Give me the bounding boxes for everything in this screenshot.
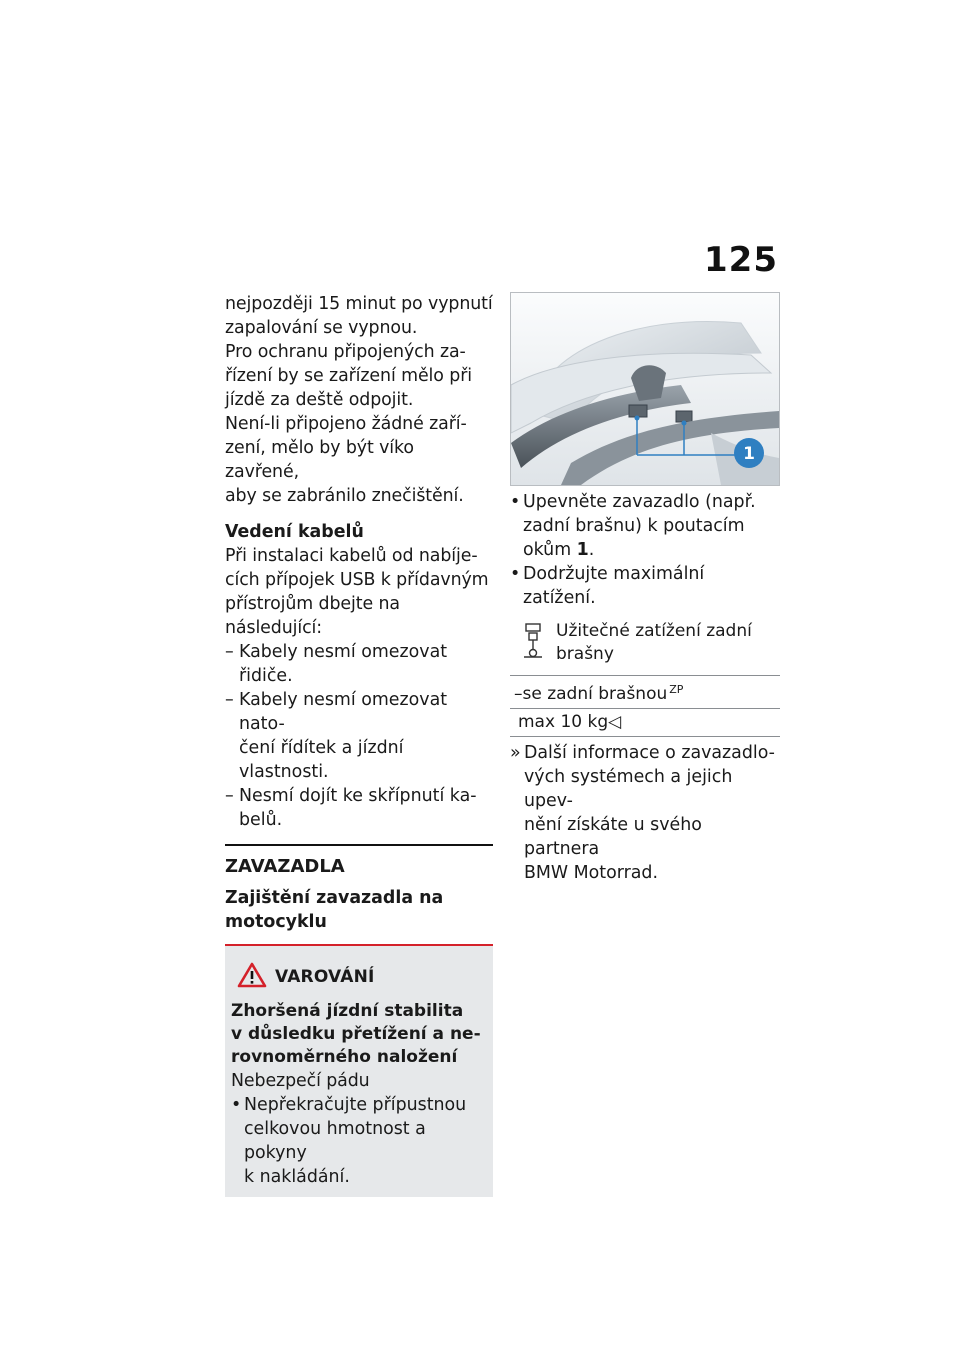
payload-value: max 10 kg◁ (510, 709, 780, 737)
warning-title: VAROVÁNÍ (275, 967, 375, 987)
list-item: • Dodržujte maximální zatížení. (510, 564, 705, 608)
payload-weight-icon (522, 620, 544, 667)
paragraph-rain: Pro ochranu připojených za- řízení by se zařízení mělo při jízdě za deště odpojit. (225, 342, 472, 410)
info-note: » Další informace o zavazadlo- vých systémech a jejich upev- nění získáte u svého partnera BMW Motorrad. (510, 743, 775, 883)
list-item: – Kabely nesmí omezovat řidiče. (225, 642, 448, 686)
cable-heading: Vedení kabelů (225, 522, 364, 542)
section-heading: ZAVAZADLA (225, 856, 345, 877)
left-column (225, 292, 493, 1197)
right-column (510, 292, 780, 885)
figure-callout-1: 1 (743, 444, 755, 464)
list-item: – Nesmí dojít ke skřípnutí ka- belů. (225, 786, 477, 830)
payload-spec-table (510, 616, 780, 737)
warning-triangle-icon (237, 962, 267, 992)
payload-condition: –se zadní brašnou $^{ZP}$ (510, 676, 780, 709)
paragraph-usb-off: nejpozději 15 minut po vypnutí zapalování se vypnou. (225, 294, 493, 338)
list-item: • Upevněte zavazadlo (např. zadní brašnu) k poutacím okům 1. (510, 492, 756, 560)
list-item: – Kabely nesmí omezovat nato- čení řídítek a jízdní vlastnosti. (225, 690, 448, 782)
warning-bullet: • Nepřekračujte přípustnou celkovou hmotnost a pokyny k nakládání. (231, 1095, 467, 1187)
warning-hazard: Zhoršená jízdní stabilita v důsledku přetížení a ne- rovnoměrného naložení (231, 1001, 481, 1067)
cable-intro: Při instalaci kabelů od nabíje- cích přípojek USB k přídavným přístrojům dbejte na následující: (225, 546, 489, 638)
paragraph-lid: Není-li připojeno žádné zaří- zení, mělo by být víko zavřené, aby se zabránilo znečištění. (225, 414, 467, 506)
payload-title: Užitečné zatížení zadní brašny (556, 621, 752, 664)
warning-consequence: Nebezpečí pádu (231, 1071, 370, 1091)
warning-box (225, 944, 493, 1197)
warning-header (231, 962, 483, 992)
page-number: 125 (704, 240, 778, 280)
subsection-heading: Zajištění zavazadla na motocyklu (225, 888, 444, 932)
section-divider (225, 844, 493, 846)
luggage-hooks-figure (510, 292, 780, 486)
